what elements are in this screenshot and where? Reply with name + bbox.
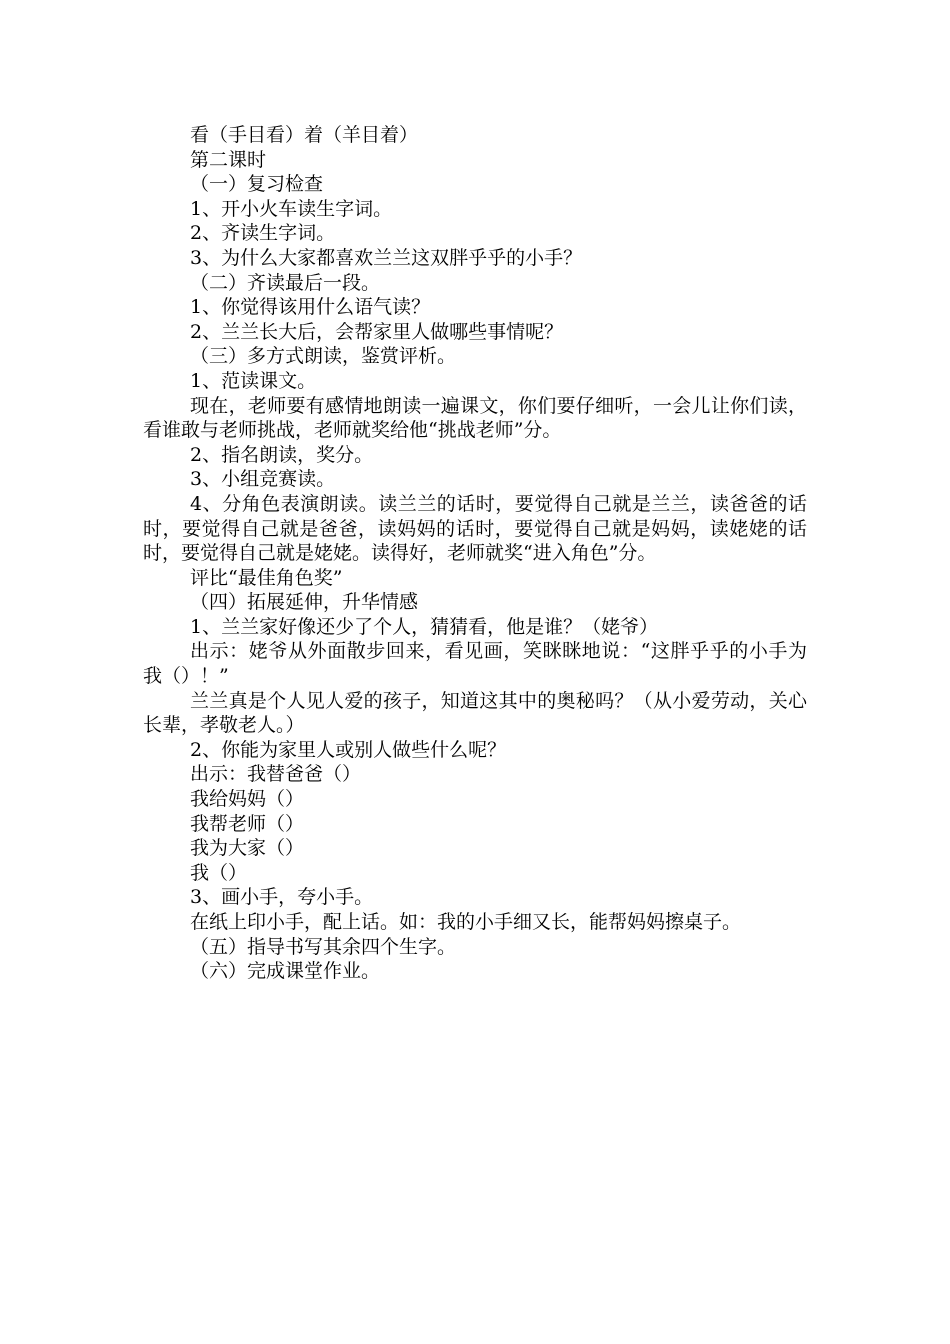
paragraph-22: 出示：我替爸爸（） xyxy=(190,763,362,786)
paragraph-24: 我帮老师（） xyxy=(190,812,305,835)
paragraph-10: （三）多方式朗读，鉴赏评析。 xyxy=(190,345,457,368)
paragraph-3: （一）复习检查 xyxy=(190,173,324,196)
paragraph-28: 在纸上印小手，配上话。如：我的小手细又长，能帮妈妈擦桌子。 xyxy=(190,911,742,933)
paragraph-18: 1、兰兰家好像还少了个人，猜猜看，他是谁？（姥爷） xyxy=(190,615,659,638)
paragraph-16: 评比“最佳角色奖” xyxy=(190,566,343,589)
paragraph-29: （五）指导书写其余四个生字。 xyxy=(190,935,457,958)
paragraph-23: 我给妈妈（） xyxy=(190,788,305,811)
paragraph-30: （六）完成课堂作业。 xyxy=(190,960,381,983)
paragraph-15: 4、分角色表演朗读。读兰兰的话时，要觉得自己就是兰兰，读爸爸的话时，要觉得自己就是爸爸，读妈妈的话时，要觉得自己就是妈妈，读姥姥的话时，要觉得自己就是姥姥。读得好，老师就奖“进入角色”分。 xyxy=(143,492,807,565)
paragraph-12: 现在，老师要有感情地朗读一遍课文，你们要仔细听，一会儿让你们读，看谁敢与老师挑战，老师就奖给他“挑战老师”分。 xyxy=(143,394,807,442)
paragraph-13: 2、指名朗读，奖分。 xyxy=(190,443,374,466)
document-body xyxy=(143,123,807,984)
paragraph-20: 兰兰真是个人见人爱的孩子，知道这其中的奥秘吗？（从小爱劳动，关心长辈，孝敬老人。） xyxy=(143,689,807,737)
paragraph-25: 我为大家（） xyxy=(190,837,305,860)
paragraph-21: 2、你能为家里人或别人做些什么呢？ xyxy=(190,738,507,761)
paragraph-26: 我（） xyxy=(190,861,248,884)
paragraph-2: 第二课时 xyxy=(190,148,267,171)
paragraph-19: 出示：姥爷从外面散步回来，看见画，笑眯眯地说：“这胖乎乎的小手为我（）！” xyxy=(143,640,807,688)
paragraph-6: 3、为什么大家都喜欢兰兰这双胖乎乎的小手？ xyxy=(190,246,583,269)
paragraph-27: 3、画小手，夸小手。 xyxy=(190,886,374,909)
paragraph-9: 2、兰兰长大后，会帮家里人做哪些事情呢？ xyxy=(190,320,564,343)
paragraph-14: 3、小组竞赛读。 xyxy=(190,468,336,491)
paragraph-7: （二）齐读最后一段。 xyxy=(190,271,381,294)
paragraph-4: 1、开小火车读生字词。 xyxy=(190,197,393,220)
paragraph-8: 1、你觉得该用什么语气读？ xyxy=(190,296,431,319)
paragraph-1: 看（手目看）着（羊目着） xyxy=(190,124,419,146)
paragraph-17: （四）拓展延伸，升华情感 xyxy=(190,591,419,614)
paragraph-11: 1、范读课文。 xyxy=(190,369,317,392)
paragraph-5: 2、齐读生字词。 xyxy=(190,222,336,245)
